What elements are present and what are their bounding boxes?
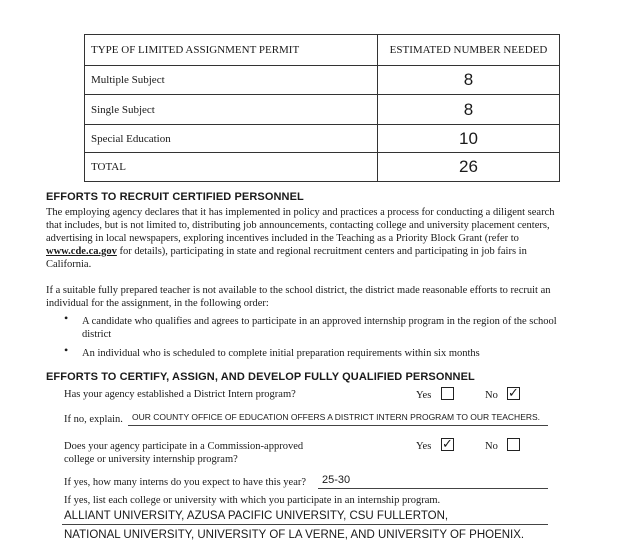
q1-yes-label: Yes bbox=[416, 390, 432, 401]
list-answer-line1[interactable]: ALLIANT UNIVERSITY, AZUSA PACIFIC UNIVERSITY, CSU FULLERTON, bbox=[64, 510, 449, 522]
q1-yes-checkbox[interactable] bbox=[441, 387, 454, 400]
table-row bbox=[85, 124, 560, 153]
list-answer-line2[interactable]: NATIONAL UNIVERSITY, UNIVERSITY OF LA VERNE, AND UNIVERSITY OF PHOENIX. bbox=[64, 529, 525, 541]
permit-table bbox=[84, 34, 560, 182]
recruit-paragraph-2 bbox=[46, 284, 588, 310]
total-number-cell: 26 bbox=[378, 153, 560, 182]
q2-yes-checkbox[interactable]: ✓ bbox=[442, 437, 453, 452]
number-needed-cell: 10 bbox=[378, 124, 560, 153]
cde-link[interactable]: www.cde.ca.gov bbox=[46, 246, 117, 257]
recruit-p1-line4 bbox=[46, 245, 588, 258]
permit-type-cell: Single Subject bbox=[85, 95, 378, 125]
table-row bbox=[85, 65, 560, 95]
total-label-cell: TOTAL bbox=[85, 153, 378, 182]
q1-no-checkbox[interactable]: ✓ bbox=[508, 386, 519, 401]
q1-label: Has your agency established a District Intern program? bbox=[64, 389, 296, 400]
bullet-1-line2: district bbox=[82, 329, 112, 340]
recruit-p1-line1: The employing agency declares that it has implemented in policy and practices a process for conducting a diligent search bbox=[46, 207, 555, 218]
header-number-needed: ESTIMATED NUMBER NEEDED bbox=[378, 35, 560, 66]
bullet-dot-icon: • bbox=[64, 311, 69, 325]
explain-answer[interactable]: OUR COUNTY OFFICE OF EDUCATION OFFERS A DISTRICT INTERN PROGRAM TO OUR TEACHERS. bbox=[132, 412, 541, 422]
bullet-dot-icon: • bbox=[64, 343, 69, 357]
q2-label bbox=[64, 440, 303, 466]
bullet-1-line1: A candidate who qualifies and agrees to participate in an approved internship program in the region of the school bbox=[82, 316, 557, 327]
bullet-item-2: An individual who is scheduled to complete initial preparation requirements within six months bbox=[82, 348, 480, 359]
recruit-p2-line2: individual for the assignment, in the following order: bbox=[46, 298, 269, 309]
list-label: If yes, list each college or university with which you participate in an internship program. bbox=[64, 495, 441, 506]
q2-line1: Does your agency participate in a Commission-approved bbox=[64, 441, 304, 452]
q2-no-label: No bbox=[485, 441, 498, 452]
number-needed-cell: 8 bbox=[378, 95, 560, 125]
recruit-paragraph-1 bbox=[46, 206, 588, 271]
recruit-p1-line5: California. bbox=[46, 259, 92, 270]
table-row-total bbox=[85, 153, 560, 182]
q2-line2: college or university internship program? bbox=[64, 454, 238, 465]
list-underline-1 bbox=[62, 524, 548, 525]
permit-type-cell: Special Education bbox=[85, 124, 378, 153]
q2-yes-label: Yes bbox=[416, 441, 432, 452]
permit-type-cell: Multiple Subject bbox=[85, 65, 378, 95]
interns-answer[interactable]: 25-30 bbox=[322, 474, 351, 486]
table-row bbox=[85, 95, 560, 125]
explain-label: If no, explain. bbox=[64, 414, 123, 425]
recruit-p1-line2: that includes, but is not limited to, distributing job announcements, contacting college and university placement centers, bbox=[46, 220, 550, 231]
recruit-heading: EFFORTS TO RECRUIT CERTIFIED PERSONNEL bbox=[46, 191, 304, 203]
recruit-p1-line4-rest: for details), participating in state and regional recruitment centers and participating in job fairs in bbox=[116, 246, 527, 257]
recruit-p1-line3: advertising in local newspapers, exploring incentives included in the Teaching as a Priority Block Grant (refer to bbox=[46, 233, 519, 244]
interns-label: If yes, how many interns do you expect to have this year? bbox=[64, 477, 307, 488]
explain-underline bbox=[128, 425, 548, 426]
table-header-row bbox=[85, 35, 560, 66]
interns-underline bbox=[318, 488, 548, 489]
header-permit-type: TYPE OF LIMITED ASSIGNMENT PERMIT bbox=[85, 35, 378, 66]
recruit-p2-line1: If a suitable fully prepared teacher is not available to the school district, the district made reasonable efforts to recruit an bbox=[46, 285, 551, 296]
q1-no-label: No bbox=[485, 390, 498, 401]
certify-heading: EFFORTS TO CERTIFY, ASSIGN, AND DEVELOP FULLY QUALIFIED PERSONNEL bbox=[46, 371, 475, 383]
number-needed-cell: 8 bbox=[378, 65, 560, 95]
bullet-item-1 bbox=[82, 315, 590, 341]
q2-no-checkbox[interactable] bbox=[507, 438, 520, 451]
